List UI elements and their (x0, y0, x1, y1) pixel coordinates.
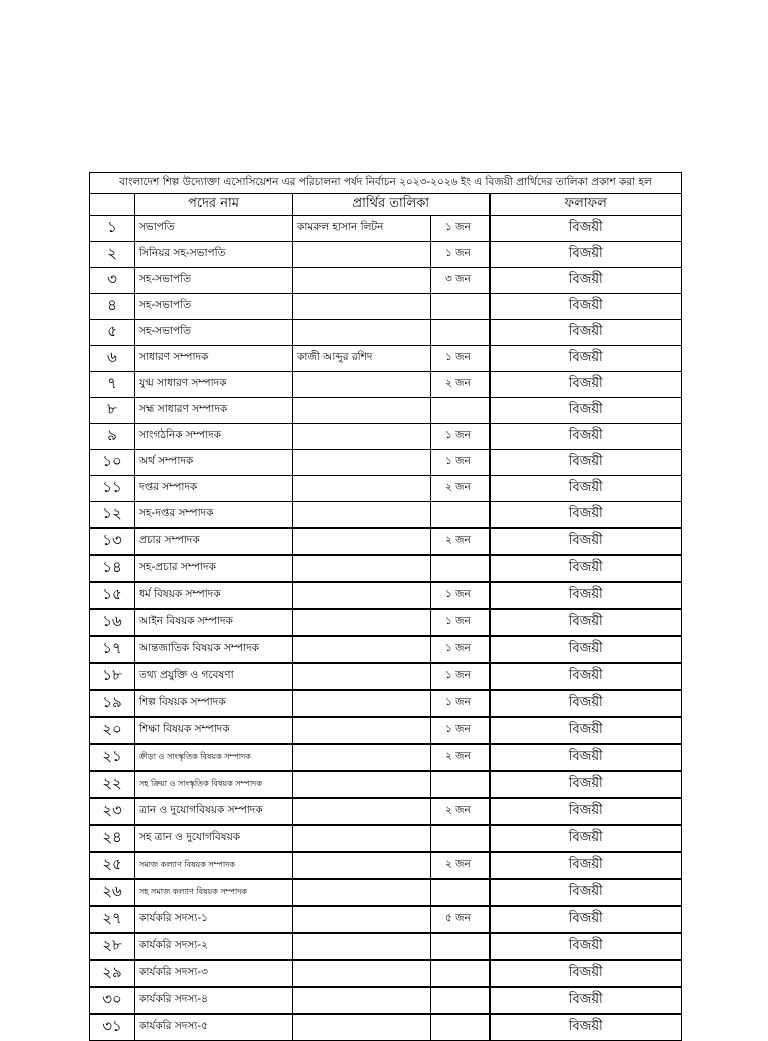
candidate-cell: কামরুল হাসান লিটন (293, 216, 431, 242)
result-cell: বিজয়ী (490, 450, 682, 476)
table-row (90, 879, 682, 906)
table-row (90, 906, 682, 933)
header-post: পদের নাম (135, 194, 293, 216)
result-cell: বিজয়ী (490, 320, 682, 346)
serial-cell: ৮ (90, 398, 135, 424)
post-cell: সিনিয়র সহ-সভাপতি (135, 242, 293, 268)
serial-cell: ১ (90, 216, 135, 242)
count-cell: ২ জন (431, 744, 490, 771)
result-cell: বিজয়ী (490, 398, 682, 424)
table-row (90, 268, 682, 294)
result-cell: বিজয়ী (490, 933, 682, 960)
candidate-cell (293, 987, 431, 1014)
serial-cell: ১১ (90, 476, 135, 502)
candidate-cell (293, 879, 431, 906)
result-cell: বিজয়ী (490, 346, 682, 372)
result-cell: বিজয়ী (490, 609, 682, 636)
table-row (90, 933, 682, 960)
candidate-cell: কাজী আব্দুর রশিদ (293, 346, 431, 372)
count-cell: ১ জন (431, 424, 490, 450)
table-row (90, 744, 682, 771)
result-cell: বিজয়ী (490, 798, 682, 825)
count-cell: ১ জন (431, 690, 490, 717)
candidate-cell (293, 1014, 431, 1041)
count-cell (431, 960, 490, 987)
count-cell (431, 502, 490, 529)
post-cell: সহ-সভাপতি (135, 320, 293, 346)
post-cell: সহ-দপ্তর সম্পাদক (135, 502, 293, 529)
candidate-cell (293, 798, 431, 825)
post-cell: আইন বিষয়ক সম্পাদক (135, 609, 293, 636)
serial-cell: ১৪ (90, 555, 135, 582)
candidate-cell (293, 450, 431, 476)
count-cell (431, 294, 490, 320)
table-row (90, 1014, 682, 1041)
result-cell: বিজয়ী (490, 825, 682, 852)
serial-cell: ১৫ (90, 582, 135, 609)
count-cell: ১ জন (431, 346, 490, 372)
result-cell: বিজয়ী (490, 582, 682, 609)
count-cell: ১ জন (431, 636, 490, 663)
serial-cell: ২৯ (90, 960, 135, 987)
table-row (90, 798, 682, 825)
result-cell: বিজয়ী (490, 476, 682, 502)
post-cell: সহ-সভাপতি (135, 294, 293, 320)
table-row (90, 294, 682, 320)
table-row (90, 528, 682, 555)
table-row (90, 825, 682, 852)
header-candidates: প্রার্থির তালিকা (293, 194, 490, 216)
serial-cell: ১০ (90, 450, 135, 476)
post-cell: সমাজ কল্যাণ বিষয়ক সম্পাদক (135, 852, 293, 879)
count-cell: ১ জন (431, 216, 490, 242)
post-cell: তথ্য প্রযুক্তি ও গবেষণা (135, 663, 293, 690)
serial-cell: ২ (90, 242, 135, 268)
count-cell (431, 879, 490, 906)
candidate-cell (293, 852, 431, 879)
serial-cell: ৩১ (90, 1014, 135, 1041)
candidate-cell (293, 398, 431, 424)
post-cell: সহ ক্রিয়া ও সাংস্কৃতিক বিষয়ক সম্পাদক (135, 771, 293, 798)
serial-cell: ২৭ (90, 906, 135, 933)
count-cell: ১ জন (431, 582, 490, 609)
count-cell: ১ জন (431, 609, 490, 636)
candidate-cell (293, 960, 431, 987)
count-cell: ২ জন (431, 852, 490, 879)
table-row (90, 502, 682, 529)
post-cell: কার্যকরি সদস্য-৫ (135, 1014, 293, 1041)
table-row (90, 960, 682, 987)
table-row (90, 450, 682, 476)
post-cell: আন্তজাতিক বিষয়ক সম্পাদক (135, 636, 293, 663)
candidate-cell (293, 476, 431, 502)
header-serial (90, 194, 135, 216)
post-cell: সহ-সভাপতি (135, 268, 293, 294)
title-row (90, 173, 682, 194)
count-cell: ২ জন (431, 476, 490, 502)
candidate-cell (293, 502, 431, 529)
candidate-cell (293, 582, 431, 609)
serial-cell: ৫ (90, 320, 135, 346)
post-cell: অর্থ সম্পাদক (135, 450, 293, 476)
serial-cell: ২৩ (90, 798, 135, 825)
result-cell: বিজয়ী (490, 216, 682, 242)
post-cell: সাংগঠনিক সম্পাদক (135, 424, 293, 450)
result-cell: বিজয়ী (490, 555, 682, 582)
winners-table (89, 172, 682, 1041)
serial-cell: ২৬ (90, 879, 135, 906)
post-cell: সহ ত্রান ও দুযোগবিষয়ক (135, 825, 293, 852)
count-cell (431, 1014, 490, 1041)
header-row (90, 194, 682, 216)
result-cell: বিজয়ী (490, 717, 682, 744)
post-cell: সহ্ম সাধারণ সম্পাদক (135, 398, 293, 424)
count-cell: ১ জন (431, 242, 490, 268)
serial-cell: ২২ (90, 771, 135, 798)
result-cell: বিজয়ী (490, 879, 682, 906)
result-cell: বিজয়ী (490, 636, 682, 663)
result-cell: বিজয়ী (490, 663, 682, 690)
count-cell: ১ জন (431, 450, 490, 476)
result-cell: বিজয়ী (490, 294, 682, 320)
table-row (90, 636, 682, 663)
count-cell: ৫ জন (431, 906, 490, 933)
result-cell: বিজয়ী (490, 372, 682, 398)
count-cell: ২ জন (431, 528, 490, 555)
serial-cell: ২০ (90, 717, 135, 744)
candidate-cell (293, 906, 431, 933)
result-cell: বিজয়ী (490, 906, 682, 933)
candidate-cell (293, 268, 431, 294)
candidate-cell (293, 294, 431, 320)
count-cell (431, 825, 490, 852)
serial-cell: ৩ (90, 268, 135, 294)
post-cell: সহ-প্রচার সম্পাদক (135, 555, 293, 582)
result-cell: বিজয়ী (490, 268, 682, 294)
post-cell: কার্যকরি সদস্য-৪ (135, 987, 293, 1014)
table-row (90, 582, 682, 609)
result-cell: বিজয়ী (490, 771, 682, 798)
post-cell: সহ সমাজ কল্যাণ বিষয়ক সম্পাদক (135, 879, 293, 906)
candidate-cell (293, 424, 431, 450)
count-cell (431, 933, 490, 960)
post-cell: শিল্প বিষয়ক সম্পাদক (135, 690, 293, 717)
count-cell (431, 320, 490, 346)
candidate-cell (293, 771, 431, 798)
candidate-cell (293, 372, 431, 398)
post-cell: কার্যকরি সদস্য-২ (135, 933, 293, 960)
table-row (90, 346, 682, 372)
table-row (90, 771, 682, 798)
header-result: ফলাফল (490, 194, 682, 216)
serial-cell: ১৮ (90, 663, 135, 690)
count-cell: ১ জন (431, 663, 490, 690)
result-cell: বিজয়ী (490, 424, 682, 450)
serial-cell: ৬ (90, 346, 135, 372)
candidate-cell (293, 555, 431, 582)
table-row (90, 663, 682, 690)
count-cell: ২ জন (431, 372, 490, 398)
candidate-cell (293, 690, 431, 717)
table-row (90, 372, 682, 398)
serial-cell: ৭ (90, 372, 135, 398)
serial-cell: ২৮ (90, 933, 135, 960)
table-row (90, 424, 682, 450)
serial-cell: ১৬ (90, 609, 135, 636)
candidate-cell (293, 242, 431, 268)
table-row (90, 320, 682, 346)
post-cell: দপ্তর সম্পাদক (135, 476, 293, 502)
count-cell: ১ জন (431, 717, 490, 744)
table-row (90, 555, 682, 582)
table-row (90, 242, 682, 268)
count-cell (431, 987, 490, 1014)
result-cell: বিজয়ী (490, 502, 682, 529)
table-row (90, 987, 682, 1014)
candidate-cell (293, 744, 431, 771)
result-cell: বিজয়ী (490, 744, 682, 771)
count-cell: ৩ জন (431, 268, 490, 294)
post-cell: ধর্ম বিষয়ক সম্পাদক (135, 582, 293, 609)
table-row (90, 398, 682, 424)
post-cell: ত্রান ও দুযোগবিষয়ক সম্পাদক (135, 798, 293, 825)
post-cell: কার্যকরি সদস্য-৩ (135, 960, 293, 987)
candidate-cell (293, 528, 431, 555)
serial-cell: ৪ (90, 294, 135, 320)
result-cell: বিজয়ী (490, 960, 682, 987)
result-cell: বিজয়ী (490, 987, 682, 1014)
post-cell: কার্যকরি সদস্য-১ (135, 906, 293, 933)
count-cell: ২ জন (431, 798, 490, 825)
post-cell: প্রচার সম্পাদক (135, 528, 293, 555)
serial-cell: ১৭ (90, 636, 135, 663)
result-cell: বিজয়ী (490, 1014, 682, 1041)
candidate-cell (293, 663, 431, 690)
serial-cell: ১৩ (90, 528, 135, 555)
table-row (90, 476, 682, 502)
post-cell: ক্রীড়া ও সাংস্কৃতিক বিষয়ক সম্পাদক (135, 744, 293, 771)
serial-cell: ২৫ (90, 852, 135, 879)
serial-cell: ৩০ (90, 987, 135, 1014)
serial-cell: ২৪ (90, 825, 135, 852)
table-row (90, 690, 682, 717)
result-cell: বিজয়ী (490, 690, 682, 717)
table-title: বাংলাদেশ শিল্প উদ্যোক্তা এসোসিয়েশন এর পরিচালনা পর্ষদ নির্বাচন ২০২৩-২০২৬ ইং এ বিজয়ী প্রার্থিদের তালিকা প্রকাশ করা হল (90, 173, 682, 194)
count-cell (431, 555, 490, 582)
candidate-cell (293, 320, 431, 346)
candidate-cell (293, 636, 431, 663)
candidate-cell (293, 825, 431, 852)
table-row (90, 852, 682, 879)
serial-cell: ১৯ (90, 690, 135, 717)
count-cell (431, 398, 490, 424)
result-cell: বিজয়ী (490, 852, 682, 879)
serial-cell: ৯ (90, 424, 135, 450)
candidate-cell (293, 609, 431, 636)
candidate-cell (293, 717, 431, 744)
post-cell: শিক্ষা বিষয়ক সম্পাদক (135, 717, 293, 744)
candidate-cell (293, 933, 431, 960)
table-row (90, 609, 682, 636)
post-cell: সভাপতি (135, 216, 293, 242)
count-cell (431, 771, 490, 798)
table-row (90, 216, 682, 242)
serial-cell: ২১ (90, 744, 135, 771)
post-cell: সাধারণ সম্পাদক (135, 346, 293, 372)
result-cell: বিজয়ী (490, 528, 682, 555)
result-cell: বিজয়ী (490, 242, 682, 268)
table-row (90, 717, 682, 744)
post-cell: যুগ্ম সাধারণ সম্পাদক (135, 372, 293, 398)
serial-cell: ১২ (90, 502, 135, 529)
